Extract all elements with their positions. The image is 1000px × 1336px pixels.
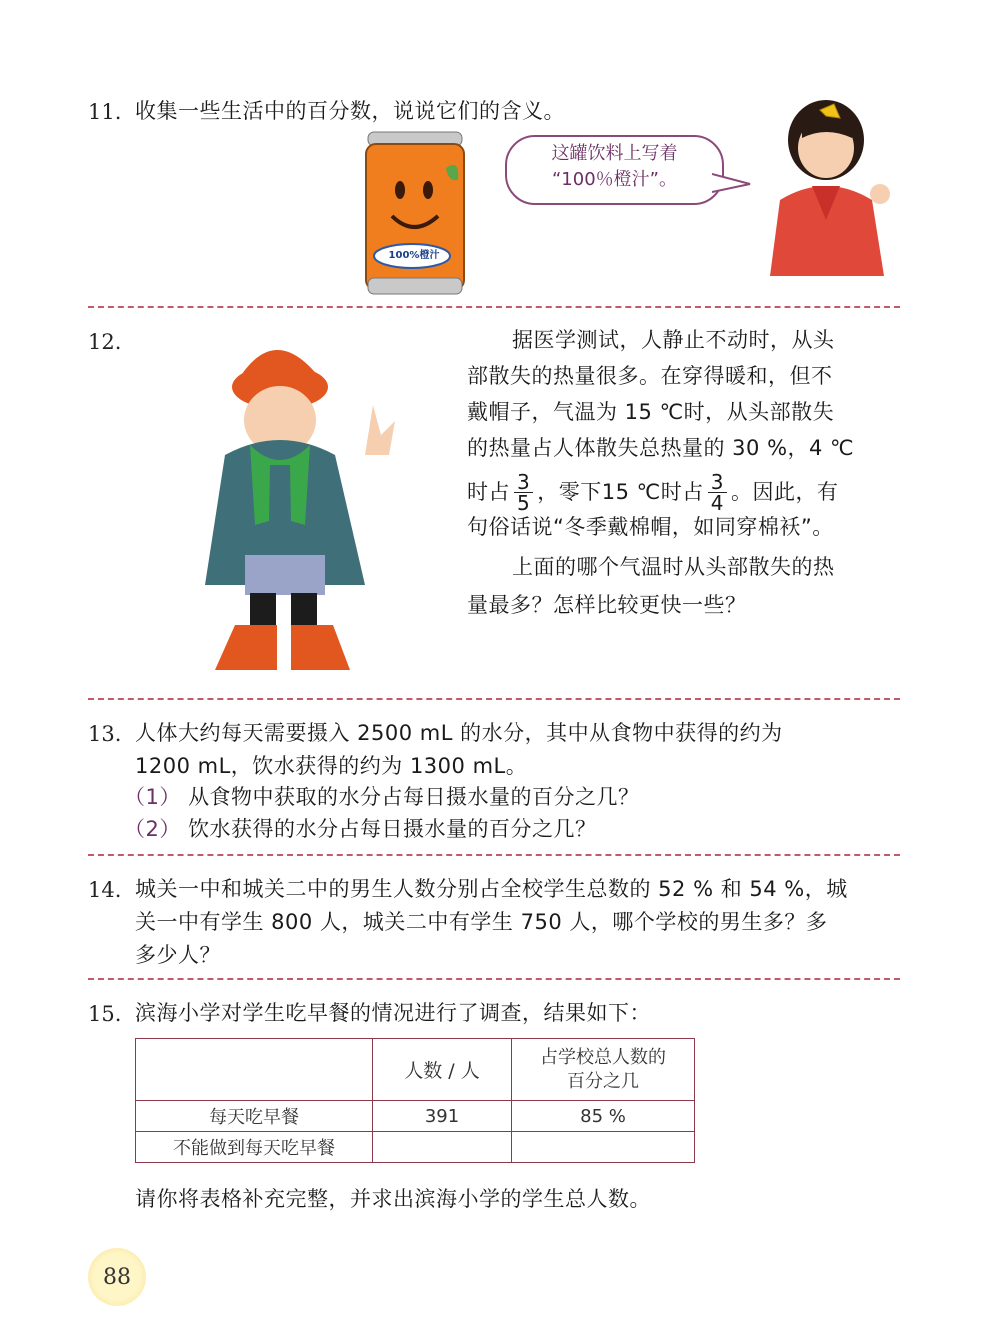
q14-line-2: 关一中有学生 800 人，城关二中有学生 750 人，哪个学校的男生多？多 (135, 910, 828, 934)
q14-line-3: 多少人？ (135, 943, 221, 967)
row-2-count (373, 1132, 512, 1163)
q12-line-7: 上面的哪个气温时从头部散失的热 (512, 555, 835, 579)
q12-line-5-part-b: ，零下15 ℃时占 (537, 480, 704, 504)
row-1-count: 391 (373, 1101, 512, 1132)
fraction-2-numerator: 3 (708, 472, 727, 493)
q13-sub-2-label: （2） (124, 817, 181, 841)
table-header-row (136, 1039, 695, 1101)
q13-sub-2 (124, 812, 597, 847)
table-header-percent-line-1: 占学校总人数的 (540, 1046, 666, 1068)
question-12-number: 12. (88, 330, 122, 354)
table-header-percent (512, 1039, 695, 1101)
table-header-empty (136, 1039, 373, 1101)
divider-4 (88, 978, 900, 980)
q12-line-5-part-a: 时占 (467, 480, 510, 504)
question-14-number: 14. (88, 878, 122, 902)
girl-illustration (760, 90, 900, 280)
fraction-1-denominator: 5 (517, 491, 531, 515)
q12-line-1: 据医学测试，人静止不动时，从头 (512, 328, 835, 352)
question-11-number: 11. (88, 100, 122, 124)
speech-bubble-line-2: “100％橙汁”。 (551, 169, 677, 190)
q13-line-1: 人体大约每天需要摄入 2500 mL 的水分，其中从食物中获得的约为 (135, 721, 783, 745)
divider-3 (88, 854, 900, 856)
row-1-label: 每天吃早餐 (136, 1101, 373, 1132)
breakfast-survey-table (135, 1038, 695, 1163)
divider-2 (88, 698, 900, 700)
q13-sub-1-label: （1） (124, 785, 181, 809)
question-13-number: 13. (88, 722, 122, 746)
speech-bubble-line-1: 这罐饮料上写着 (551, 143, 678, 164)
speech-bubble-tail (712, 172, 752, 196)
divider-1 (88, 306, 900, 308)
question-15-number: 15. (88, 1002, 122, 1026)
boy-illustration (195, 325, 425, 680)
q13-sub-1 (124, 780, 640, 815)
table-row (136, 1132, 695, 1163)
row-1-percent: 85 % (512, 1101, 695, 1132)
fraction-1-numerator: 3 (514, 472, 533, 493)
q12-line-5 (467, 472, 838, 513)
q13-sub-2-text: 饮水获得的水分占每日摄水量的百分之几？ (188, 817, 597, 841)
juice-can-illustration (360, 128, 470, 300)
q13-sub-1-text: 从食物中获取的水分占每日摄水量的百分之几？ (188, 785, 640, 809)
can-label: 100%橙汁 (388, 250, 440, 261)
table-header-percent-line-2: 百分之几 (567, 1070, 639, 1092)
q12-line-6: 句俗话说“冬季戴棉帽，如同穿棉袄”。 (467, 515, 834, 539)
q12-line-3: 戴帽子，气温为 15 ℃时，从头部散失 (467, 400, 835, 424)
q15-intro: 滨海小学对学生吃早餐的情况进行了调查，结果如下： (135, 1001, 651, 1025)
q12-line-4: 的热量占人体散失总热量的 30 %，4 ℃ (467, 436, 855, 460)
question-11-text: 收集一些生活中的百分数，说说它们的含义。 (135, 99, 565, 123)
table-row (136, 1101, 695, 1132)
fraction-three-fifths (514, 472, 533, 513)
q14-line-1: 城关一中和城关二中的男生人数分别占全校学生总数的 52 % 和 54 %，城 (135, 877, 848, 901)
q15-instruction: 请你将表格补充完整，并求出滨海小学的学生总人数。 (135, 1187, 651, 1211)
q12-line-8: 量最多？怎样比较更快一些？ (467, 593, 747, 617)
fraction-2-denominator: 4 (710, 491, 724, 515)
page-number: 88 (88, 1248, 146, 1306)
table-header-count: 人数 / 人 (373, 1039, 512, 1101)
row-2-label: 不能做到每天吃早餐 (136, 1132, 373, 1163)
fraction-three-quarters (708, 472, 727, 513)
q13-line-2: 1200 mL，饮水获得的约为 1300 mL。 (135, 754, 528, 778)
row-2-percent (512, 1132, 695, 1163)
q12-line-2: 部散失的热量很多。在穿得暖和，但不 (467, 364, 833, 388)
q12-line-5-part-c: 。因此，有 (730, 480, 839, 504)
speech-bubble (505, 135, 724, 205)
